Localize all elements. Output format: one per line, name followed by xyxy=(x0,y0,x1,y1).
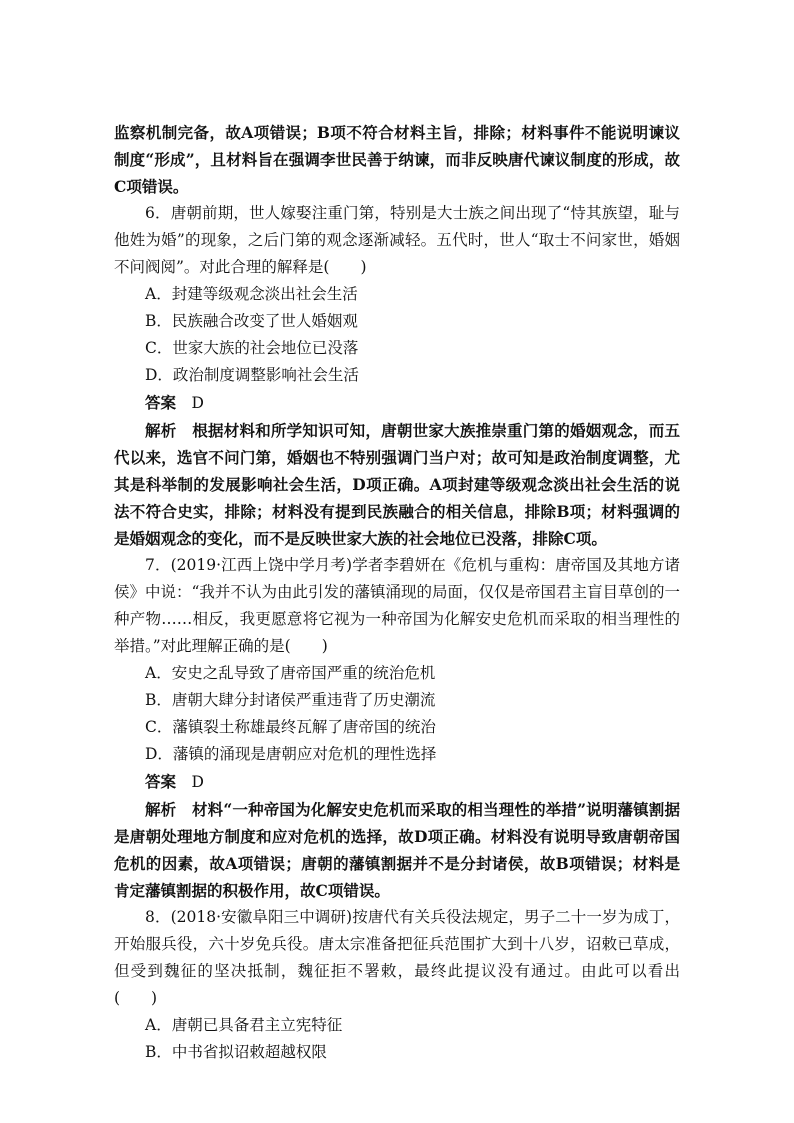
question-8-option-a: A．唐朝已具备君主立宪特征 xyxy=(145,1016,343,1034)
question-7-analysis xyxy=(114,796,680,904)
question-6-answer xyxy=(114,389,680,417)
question-6-option-a: A．封建等级观念淡出社会生活 xyxy=(145,285,358,303)
question-7-option-b: B．唐朝大肆分封诸侯严重违背了历史潮流 xyxy=(145,691,436,709)
question-7-answer xyxy=(114,768,680,796)
question-7-option-d: D．藩镇的涌现是唐朝应对危机的理性选择 xyxy=(145,745,437,763)
question-7-option-c: C．藩镇裂土称雄最终瓦解了唐帝国的统治 xyxy=(145,718,436,736)
question-8-option-b: B．中书省拟诏敕超越权限 xyxy=(145,1043,327,1061)
question-7-option-a: A．安史之乱导致了唐帝国严重的统治危机 xyxy=(145,664,436,682)
continuation-paragraph: 监察机制完备，故A项错误；B项不符合材料主旨，排除；材料事件不能说明谏议制度“形成”，且材料旨在强调李世民善于纳谏，而非反映唐代谏议制度的形成，故C项错误。 xyxy=(114,123,680,196)
question-7-stem: 7．(2019·江西上饶中学月考)学者李碧妍在《危机与重构：唐帝国及其地方诸侯》中说：“我并不认为由此引发的藩镇涌现的局面，仅仅是帝国君主盲目草创的一种产物……相反，我更愿意将它视为一种帝国为化解安史危机而采取的相当理性的举措。”对此理解正确的是( ) xyxy=(114,556,680,655)
document-body xyxy=(114,119,680,1066)
analysis-text: 材料“一种帝国为化解安史危机而采取的相当理性的举措”说明藩镇割据是唐朝处理地方制度和应对危机的选择，故D项正确。材料没有说明导致唐朝帝国危机的因素，故A项错误；唐朝的藩镇割据并不是分封诸侯，故B项错误；材料是肯定藩镇割据的积极作用，故C项错误。 xyxy=(114,800,680,900)
answer-value: D xyxy=(191,394,204,412)
answer-value: D xyxy=(191,773,204,791)
analysis-label: 解析 xyxy=(145,800,177,819)
question-6-analysis xyxy=(114,417,680,552)
answer-label: 答案 xyxy=(145,772,177,791)
analysis-label: 解析 xyxy=(145,421,177,440)
analysis-text: 根据材料和所学知识可知，唐朝世家大族推崇重门第的婚姻观念，而五代以来，选官不问门第，婚姻也不特别强调门当户对；故可知是政治制度调整，尤其是科举制的发展影响社会生活，D项正确。A项封建等级观念淡出社会生活的说法不符合史实，排除；材料没有提到民族融合的相关信息，排除B项；材料强调的是婚姻观念的变化，而不是反映世家大族的社会地位已没落，排除C项。 xyxy=(114,421,680,548)
answer-label: 答案 xyxy=(145,393,177,412)
question-6-stem: 6．唐朝前期，世人嫁娶注重门第，特别是大士族之间出现了“恃其族望，耻与他姓为婚”的现象，之后门第的观念逐渐减轻。五代时，世人“取士不问家世，婚姻不问阀阅”。对此合理的解释是( ) xyxy=(114,204,680,276)
question-8-stem: 8．(2018·安徽阜阳三中调研)按唐代有关兵役法规定，男子二十一岁为成丁，开始服兵役，六十岁免兵役。唐太宗准备把征兵范围扩大到十八岁，诏敕已草成，但受到魏征的坚决抵制，魏征拒不署敕，最终此提议没有通过。由此可以看出( ) xyxy=(114,908,680,1007)
question-6-option-d: D．政治制度调整影响社会生活 xyxy=(145,366,359,384)
question-6-option-b: B．民族融合改变了世人婚姻观 xyxy=(145,312,358,330)
question-6-option-c: C．世家大族的社会地位已没落 xyxy=(145,339,359,357)
